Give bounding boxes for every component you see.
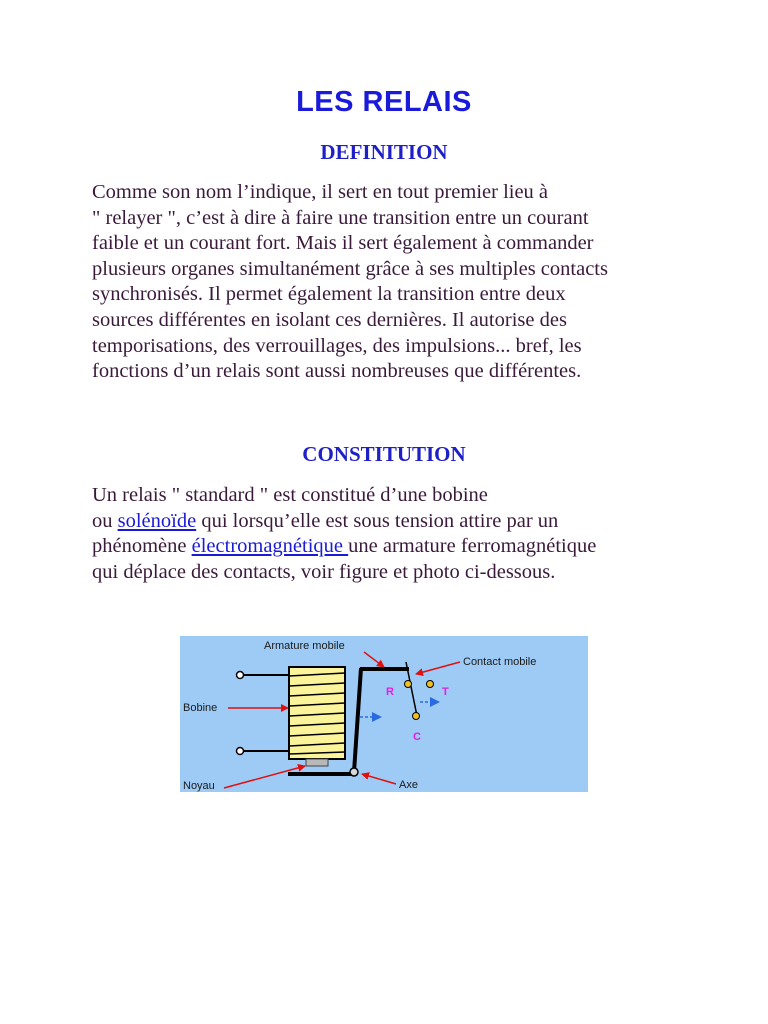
line-text: qui lorsqu’elle est sous tension attire par un [196,509,559,532]
label-noyau: Noyau [183,780,215,792]
line-text: ou [92,509,118,532]
constitution-line [92,509,712,535]
definition-line: sources différentes en isolant ces dernières. Il autorise des [92,308,567,331]
pivot-axis [350,768,358,776]
label-contact: Contact mobile [463,656,537,668]
relay-diagram-svg [180,636,588,792]
definition-line: fonctions d’un relais sont aussi nombreuses que différentes. [92,360,582,383]
constitution-paragraph [92,483,712,585]
solenoide-link[interactable]: solénoïde [117,509,197,532]
definition-line: " relayer ", c’est à dire à faire une transition entre un courant [92,206,589,229]
line-text: une armature ferromagnétique [348,535,597,558]
relay-diagram [180,636,588,792]
label-t: T [442,686,449,698]
terminal-top [237,672,244,679]
contact-r [405,681,412,688]
terminal-bottom [237,748,244,755]
contact-t [427,681,434,688]
definition-line: Comme son nom l’indique, il sert en tout premier lieu à [92,181,549,203]
electromagnetique-link[interactable]: électromagnétique [191,535,349,558]
definition-paragraph [92,180,712,385]
page-title: LES RELAIS [296,86,472,118]
constitution-heading: CONSTITUTION [302,442,466,466]
definition-line: faible et un courant fort. Mais il sert également à commander [92,232,594,255]
constitution-line: qui déplace des contacts, voir figure et photo ci-dessous. [92,560,556,583]
constitution-line [92,534,712,560]
definition-line: temporisations, des verrouillages, des impulsions... bref, les [92,334,582,357]
core [306,759,328,766]
constitution-line: Un relais " standard " est constitué d’une bobine [92,484,488,506]
definition-line: synchronisés. Il permet également la transition entre deux [92,283,566,306]
label-r: R [386,686,394,698]
label-c: C [413,731,421,743]
definition-heading: DEFINITION [320,140,448,164]
label-axe: Axe [399,779,418,791]
label-bobine: Bobine [183,702,218,714]
label-armature: Armature mobile [264,640,345,652]
line-text: phénomène [92,535,192,558]
contact-c [413,713,420,720]
definition-line: plusieurs organes simultanément grâce à ses multiples contacts [92,257,608,280]
